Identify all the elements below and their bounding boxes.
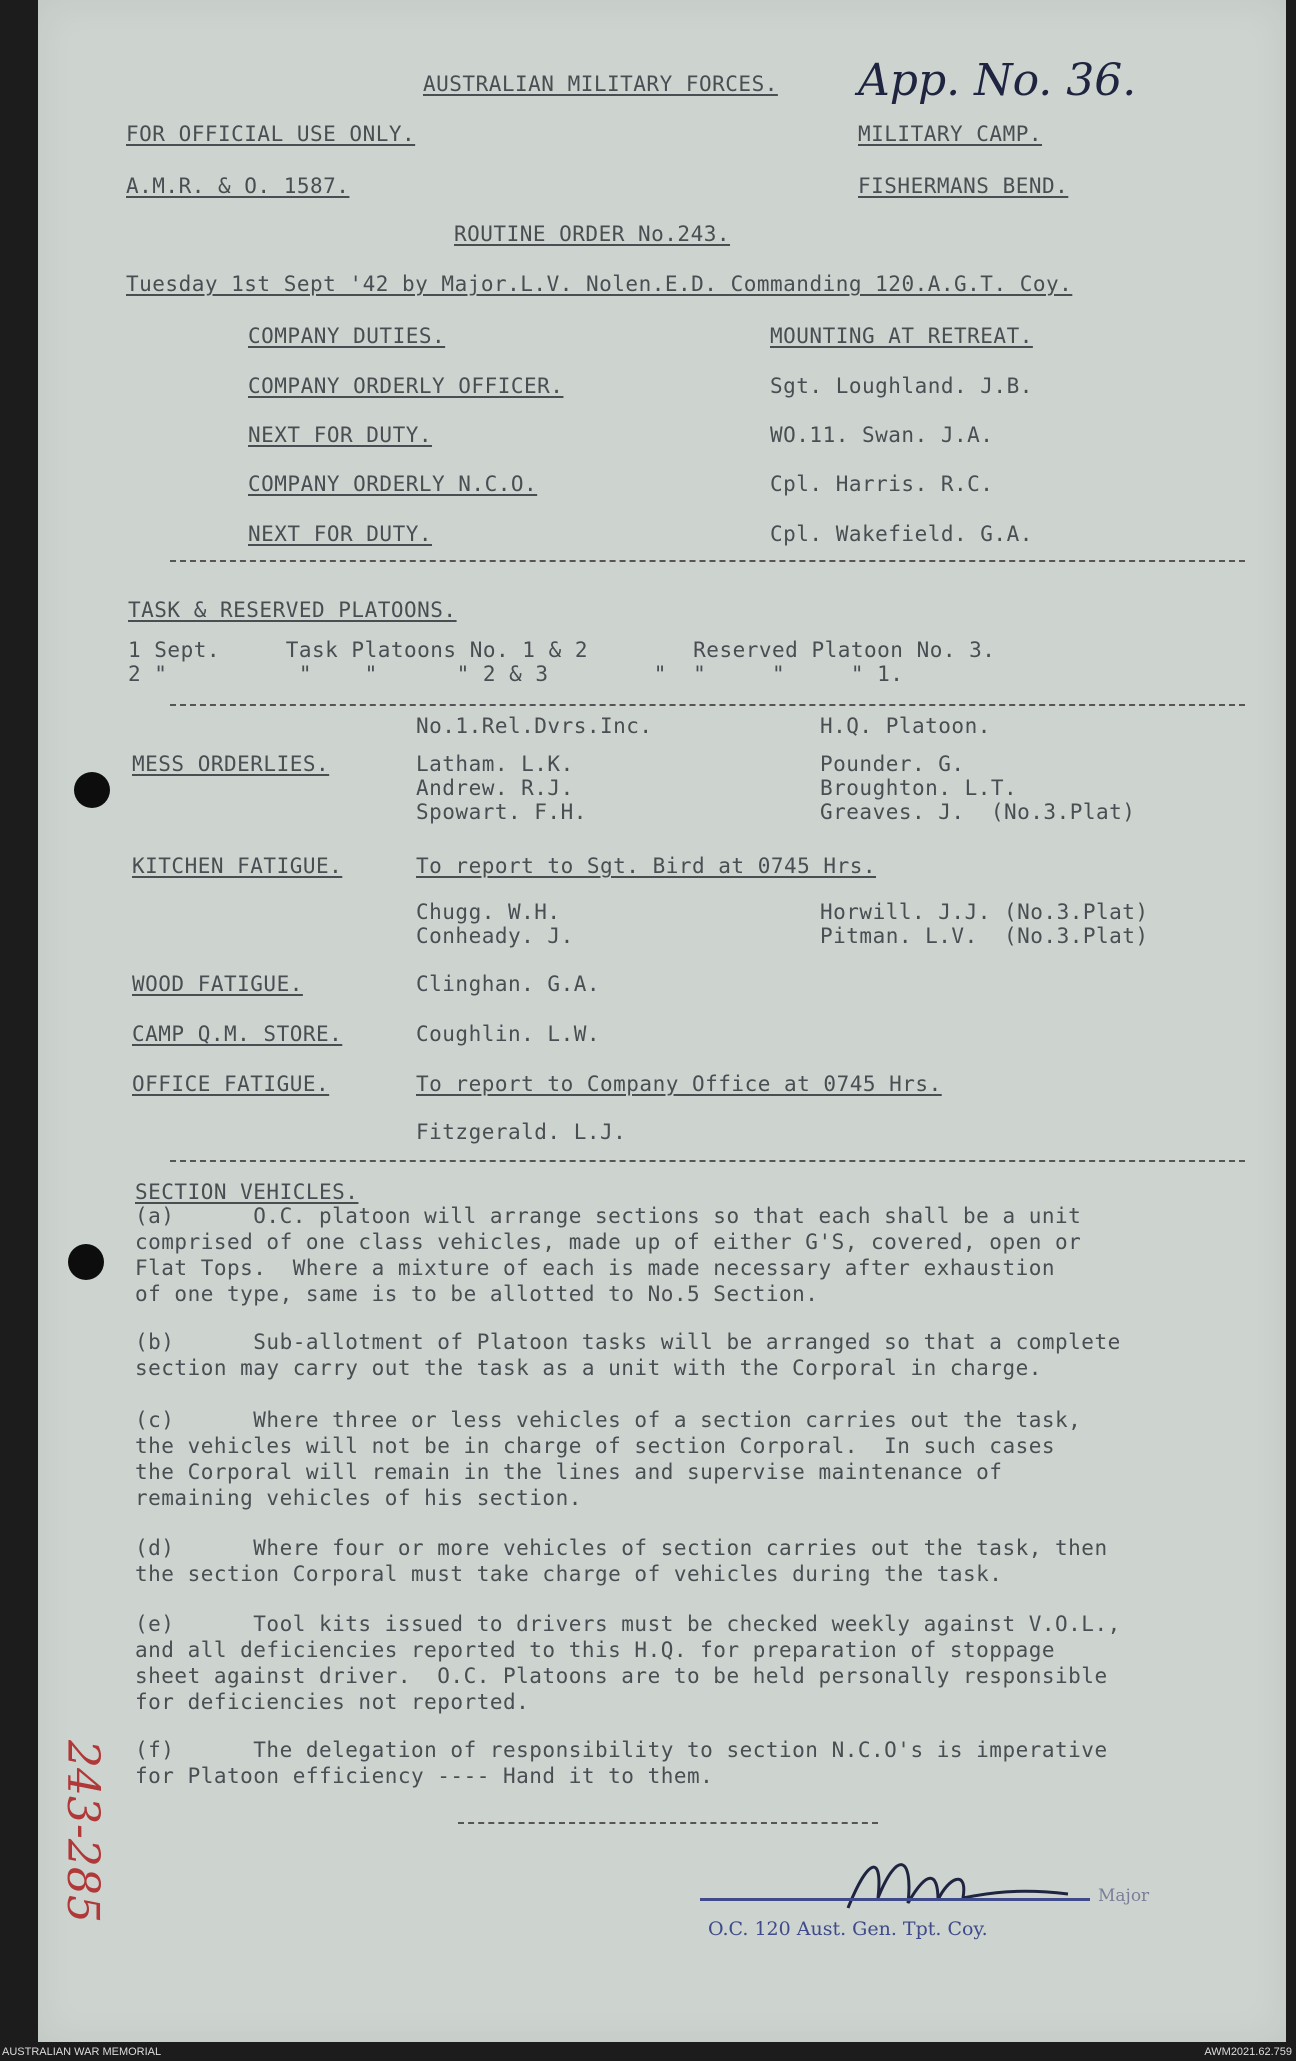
paragraph-line: (f) The delegation of responsibility to section N.C.O's is imperative bbox=[135, 1738, 1108, 1762]
paragraph-line: section may carry out the task as a unit with the Corporal in charge. bbox=[135, 1356, 1042, 1380]
mess-name: Broughton. L.T. bbox=[820, 776, 1018, 800]
kitchen-label: KITCHEN FATIGUE. bbox=[132, 854, 343, 878]
store-label: CAMP Q.M. STORE. bbox=[132, 1022, 343, 1046]
routine-order-title: ROUTINE ORDER No.243. bbox=[454, 222, 731, 246]
paragraph-line: (a) O.C. platoon will arrange sections so that each shall be a unit bbox=[135, 1204, 1082, 1228]
duty-role: COMPANY ORDERLY N.C.O. bbox=[248, 472, 538, 496]
paragraph-line: the section Corporal must take charge of vehicles during the task. bbox=[135, 1562, 1003, 1586]
margin-note: 243-285 bbox=[57, 1740, 108, 1923]
paragraph-line: for Platoon efficiency ---- Hand it to them. bbox=[135, 1764, 714, 1788]
paragraph-line: for deficiencies not reported. bbox=[135, 1690, 530, 1714]
mounting-heading: MOUNTING AT RETREAT. bbox=[770, 324, 1033, 348]
mess-name: Spowart. F.H. bbox=[416, 800, 587, 824]
unit-stamp: O.C. 120 Aust. Gen. Tpt. Coy. bbox=[708, 1918, 988, 1940]
divider bbox=[170, 1160, 1245, 1162]
paragraph-line: (d) Where four or more vehicles of section carries out the task, then bbox=[135, 1536, 1108, 1560]
platoons-line: 1 Sept. Task Platoons No. 1 & 2 Reserved Platoon No. 3. bbox=[128, 638, 996, 662]
signature-scrawl bbox=[838, 1838, 1078, 1928]
duty-name: Cpl. Harris. R.C. bbox=[770, 472, 994, 496]
kitchen-name: Pitman. L.V. (No.3.Plat) bbox=[820, 924, 1149, 948]
mess-col-right: H.Q. Platoon. bbox=[820, 714, 991, 738]
paragraph-line: comprised of one class vehicles, made up of either G'S, covered, open or bbox=[135, 1230, 1082, 1254]
mess-name: Pounder. G. bbox=[820, 752, 965, 776]
vehicles-heading: SECTION VEHICLES. bbox=[135, 1180, 359, 1204]
duties-heading: COMPANY DUTIES. bbox=[248, 324, 446, 348]
rank-stamp: Major bbox=[1098, 1886, 1150, 1906]
handwritten-appendix: App. No. 36. bbox=[858, 55, 1137, 106]
camp-label: MILITARY CAMP. bbox=[858, 122, 1043, 146]
wood-name: Clinghan. G.A. bbox=[416, 972, 601, 996]
wood-label: WOOD FATIGUE. bbox=[132, 972, 303, 996]
signature-rule bbox=[458, 1822, 878, 1824]
duty-role: COMPANY ORDERLY OFFICER. bbox=[248, 374, 564, 398]
kitchen-name: Conheady. J. bbox=[416, 924, 574, 948]
mess-name: Andrew. R.J. bbox=[416, 776, 574, 800]
duty-role: NEXT FOR DUTY. bbox=[248, 522, 433, 546]
divider bbox=[170, 704, 1245, 706]
platoons-heading: TASK & RESERVED PLATOONS. bbox=[128, 598, 457, 622]
amr-number: A.M.R. & O. 1587. bbox=[126, 174, 350, 198]
paragraph-line: of one type, same is to be allotted to No.5 Section. bbox=[135, 1282, 819, 1306]
footer-right: AWM2021.62.759 bbox=[1204, 2046, 1292, 2058]
document-title: AUSTRALIAN MILITARY FORCES. bbox=[423, 72, 778, 96]
paragraph-line: (c) Where three or less vehicles of a section carries out the task, bbox=[135, 1408, 1082, 1432]
mess-label: MESS ORDERLIES. bbox=[132, 752, 330, 776]
mess-col-left: No.1.Rel.Dvrs.Inc. bbox=[416, 714, 653, 738]
office-instruction: To report to Company Office at 0745 Hrs. bbox=[416, 1072, 942, 1096]
mess-name: Greaves. J. (No.3.Plat) bbox=[820, 800, 1136, 824]
paragraph-line: remaining vehicles of his section. bbox=[135, 1486, 582, 1510]
office-name: Fitzgerald. L.J. bbox=[416, 1120, 627, 1144]
duty-role: NEXT FOR DUTY. bbox=[248, 423, 433, 447]
store-name: Coughlin. L.W. bbox=[416, 1022, 601, 1046]
kitchen-name: Chugg. W.H. bbox=[416, 900, 561, 924]
divider bbox=[170, 560, 1245, 562]
duty-name: WO.11. Swan. J.A. bbox=[770, 423, 994, 447]
document-page bbox=[38, 0, 1286, 2042]
paragraph-line: the vehicles will not be in charge of section Corporal. In such cases bbox=[135, 1434, 1056, 1458]
duty-name: Sgt. Loughland. J.B. bbox=[770, 374, 1033, 398]
footer-left: AUSTRALIAN WAR MEMORIAL bbox=[2, 2046, 162, 2058]
office-label: OFFICE FATIGUE. bbox=[132, 1072, 330, 1096]
paragraph-line: and all deficiencies reported to this H.Q. for preparation of stoppage bbox=[135, 1638, 1056, 1662]
paragraph-line: sheet against driver. O.C. Platoons are to be held personally responsible bbox=[135, 1664, 1108, 1688]
platoons-line: 2 " " " " 2 & 3 " " " " 1. bbox=[128, 662, 904, 686]
punch-hole bbox=[68, 1244, 104, 1280]
kitchen-instruction: To report to Sgt. Bird at 0745 Hrs. bbox=[416, 854, 877, 878]
paragraph-line: the Corporal will remain in the lines and supervise maintenance of bbox=[135, 1460, 1003, 1484]
dateline: Tuesday 1st Sept '42 by Major.L.V. Nolen.E.D. Commanding 120.A.G.T. Coy. bbox=[126, 272, 1073, 296]
stamp-rule bbox=[700, 1898, 1090, 1901]
paragraph-line: (e) Tool kits issued to drivers must be checked weekly against V.O.L., bbox=[135, 1612, 1121, 1636]
official-use: FOR OFFICIAL USE ONLY. bbox=[126, 122, 416, 146]
paragraph-line: Flat Tops. Where a mixture of each is made necessary after exhaustion bbox=[135, 1256, 1056, 1280]
paragraph-line: (b) Sub-allotment of Platoon tasks will be arranged so that a complete bbox=[135, 1330, 1121, 1354]
punch-hole bbox=[74, 772, 110, 808]
kitchen-name: Horwill. J.J. (No.3.Plat) bbox=[820, 900, 1149, 924]
mess-name: Latham. L.K. bbox=[416, 752, 574, 776]
duty-name: Cpl. Wakefield. G.A. bbox=[770, 522, 1033, 546]
camp-location: FISHERMANS BEND. bbox=[858, 174, 1069, 198]
